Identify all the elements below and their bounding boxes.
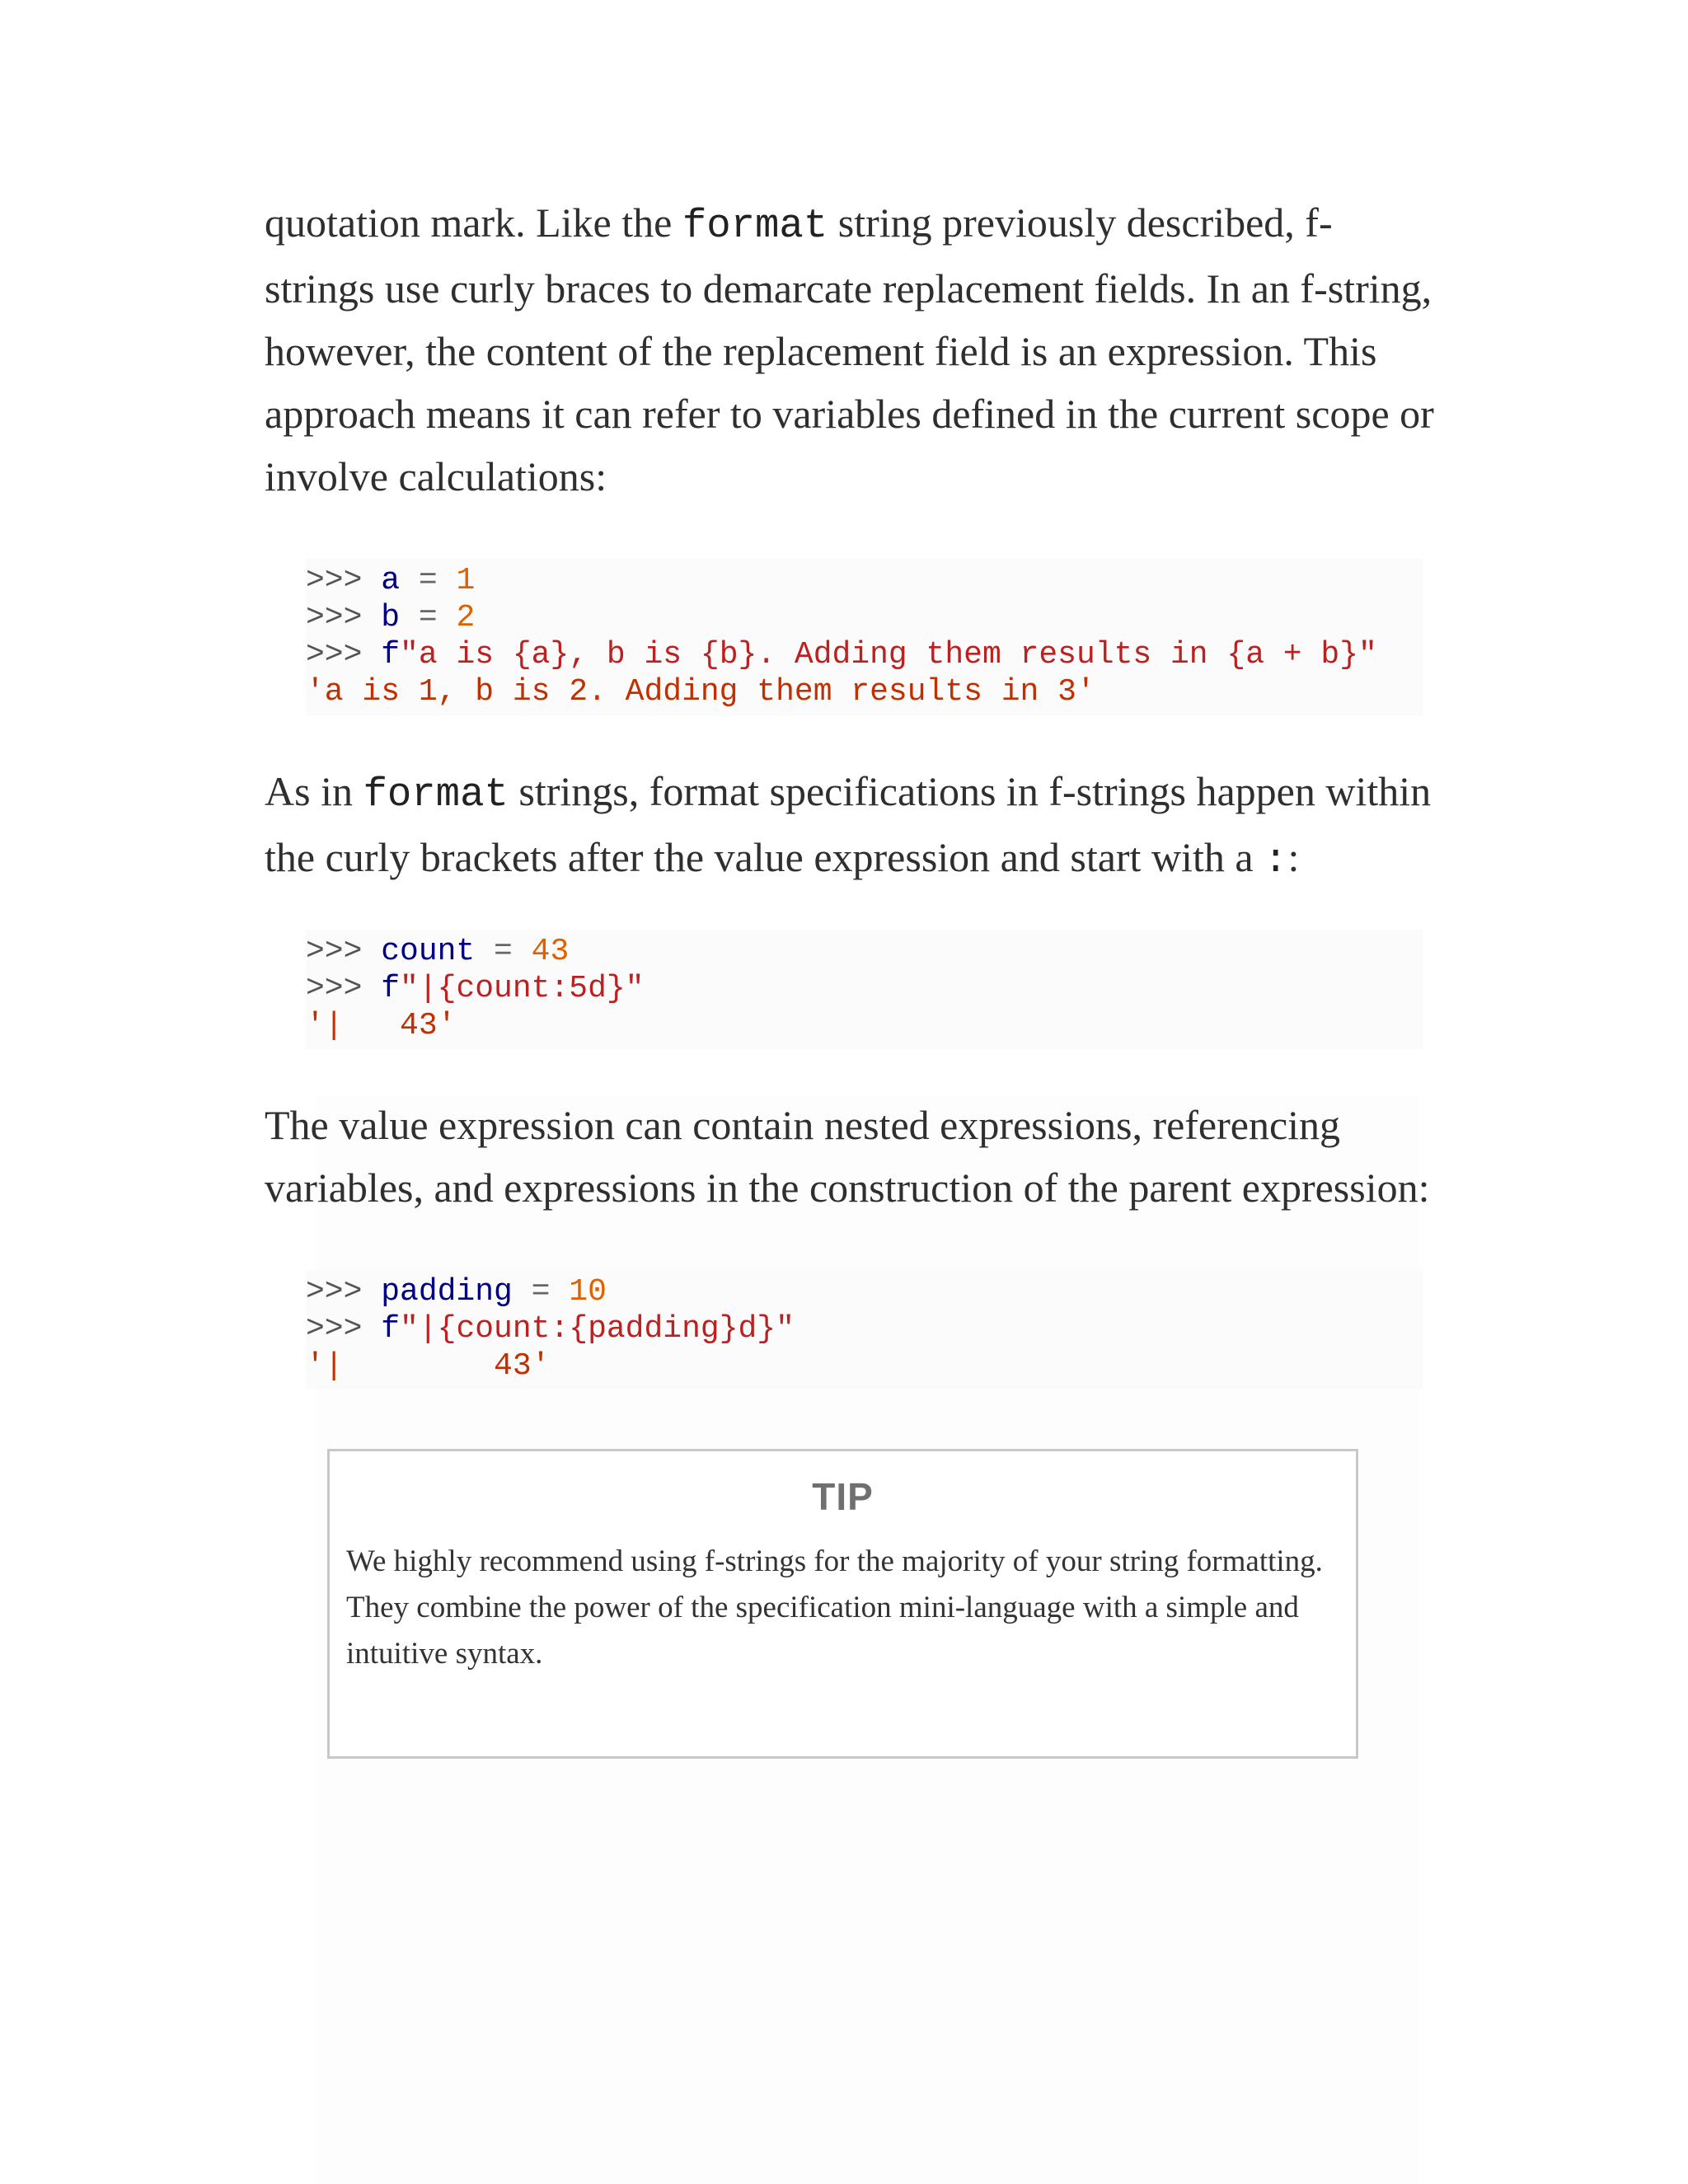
repl-prompt: >>>: [306, 637, 382, 673]
repl-prompt: >>>: [306, 1311, 382, 1347]
code-block-basic-fstring: [306, 559, 1423, 715]
code-number: 43: [531, 934, 570, 969]
tip-title: TIP: [812, 1475, 874, 1518]
code-number: 2: [456, 600, 476, 635]
repl-prompt: >>>: [306, 1274, 382, 1310]
fstring-prefix: f: [381, 1311, 401, 1347]
code-operator: =: [512, 1274, 570, 1310]
code-number: 1: [456, 563, 476, 598]
paragraph-format-spec: [265, 760, 1435, 892]
repl-prompt: >>>: [306, 600, 382, 635]
code-string: "a is {a}, b is {b}. Adding them results in {a + b}": [400, 637, 1377, 673]
code-output: 'a is 1, b is 2. Adding them results in 3': [306, 674, 1095, 710]
code-string: "|{count:5d}": [400, 971, 645, 1006]
text-span: quotation mark. Like the: [265, 199, 682, 246]
fstring-prefix: f: [381, 637, 401, 673]
code-line: [306, 636, 1423, 673]
tip-box: [327, 1449, 1358, 1759]
paragraph-nested-expressions: [265, 1094, 1435, 1219]
repl-prompt: >>>: [306, 971, 382, 1006]
code-name: padding: [381, 1274, 513, 1310]
code-operator: =: [400, 600, 457, 635]
inline-code-format: format: [363, 771, 509, 818]
code-line: [306, 599, 1423, 636]
code-name: b: [381, 600, 401, 635]
code-output: '| 43': [306, 1008, 457, 1043]
code-block-format-spec: [306, 930, 1423, 1049]
text-span: :: [1287, 834, 1300, 880]
text-span: The value expression can contain nested expressions, referencing variables, and expressions in the construction of the parent expression:: [265, 1102, 1430, 1211]
code-line: [306, 1273, 1423, 1310]
inline-code-format: format: [682, 203, 828, 249]
text-span: strings, format specifications in f-strings happen within the curly brackets after the value expression and start with a: [265, 768, 1432, 880]
code-output: '| 43': [306, 1348, 551, 1384]
code-string: "|{count:{padding}d}": [400, 1311, 795, 1347]
code-operator: =: [475, 934, 532, 969]
fstring-prefix: f: [381, 971, 401, 1006]
repl-prompt: >>>: [306, 934, 382, 969]
inline-code-colon: :: [1264, 837, 1288, 883]
code-number: 10: [569, 1274, 607, 1310]
code-name: a: [381, 563, 401, 598]
text-span: As in: [265, 768, 363, 814]
code-line: [306, 562, 1423, 599]
page-content: [265, 191, 1435, 1759]
code-line: [306, 970, 1423, 1007]
text-span: string previously described, f-strings use curly braces to demarcate replacement fields. In an f-string, however, the content of the replacement field is an expression. This approach means it can refer to variables defined in the current scope or involve calculations:: [265, 199, 1434, 499]
code-operator: =: [400, 563, 457, 598]
code-line: [306, 1310, 1423, 1347]
code-block-nested: [306, 1270, 1423, 1390]
paragraph-fstrings-intro: [265, 191, 1435, 508]
code-line: [306, 933, 1423, 970]
tip-body: We highly recommend using f-strings for the majority of your string formatting. They combine the power of the specification mini-language with a simple and intuitive syntax.: [346, 1544, 1323, 1671]
repl-prompt: >>>: [306, 563, 382, 598]
code-name: count: [381, 934, 476, 969]
